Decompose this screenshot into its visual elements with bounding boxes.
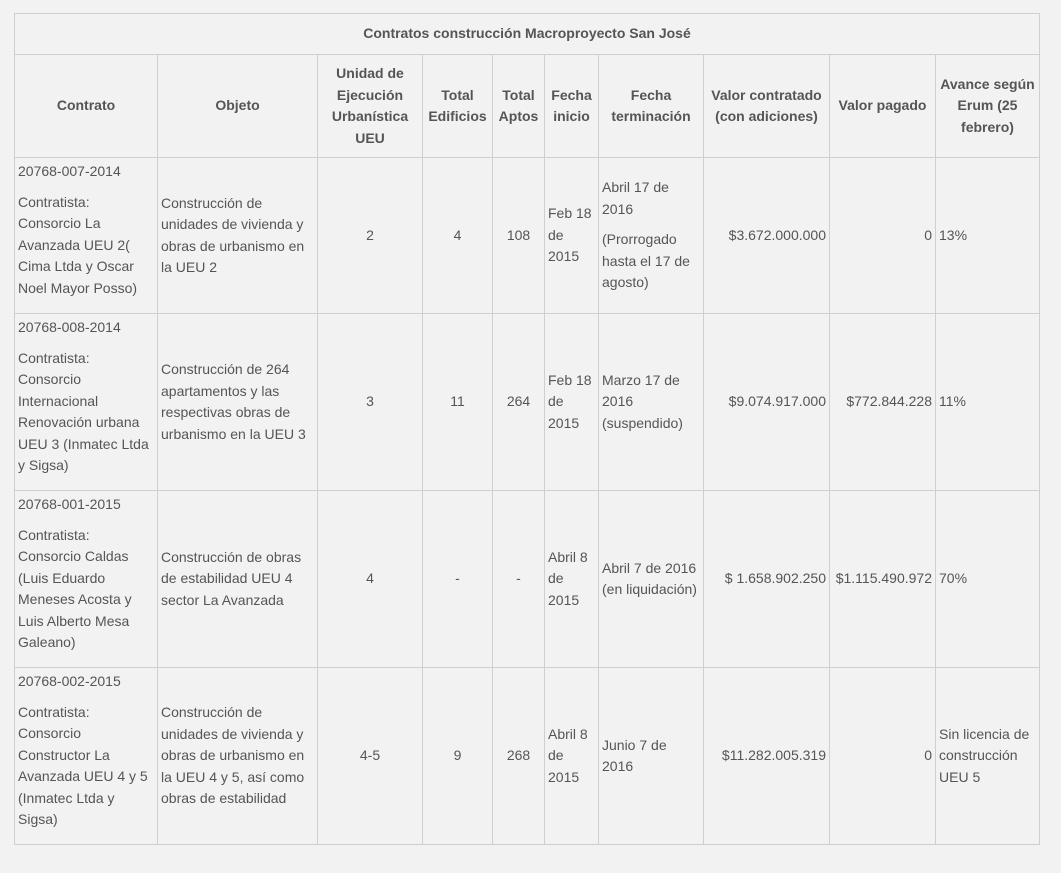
value-paid-cell: $1.115.490.972 <box>830 491 936 668</box>
value-paid-cell: $772.844.228 <box>830 314 936 491</box>
contract-id: 20768-007-2014 <box>18 163 121 179</box>
value-contracted-cell: $3.672.000.000 <box>704 158 830 314</box>
table-row <box>15 314 1040 491</box>
start-date-cell: Feb 18 de 2015 <box>545 314 599 491</box>
start-date-cell: Abril 8 de 2015 <box>545 491 599 668</box>
ueu-cell: 2 <box>318 158 423 314</box>
progress-cell: 11% <box>936 314 1040 491</box>
contracts-table-container <box>14 13 1039 845</box>
end-date-cell <box>599 158 704 314</box>
contract-id: 20768-002-2015 <box>18 673 121 689</box>
contract-id: 20768-001-2015 <box>18 496 121 512</box>
contractor-text: Contratista: Consorcio La Avanzada UEU 2( Cima Ltda y Oscar Noel Mayor Posso) <box>18 193 138 296</box>
header-valor-contratado: Valor contratado (con adiciones) <box>704 55 830 158</box>
table-row <box>15 491 1040 668</box>
apartments-cell: 264 <box>493 314 545 491</box>
value-paid-cell: 0 <box>830 158 936 314</box>
contract-cell <box>15 668 158 845</box>
object-cell: Construcción de obras de estabilidad UEU 4 sector La Avanzada <box>158 491 318 668</box>
start-date-cell: Abril 8 de 2015 <box>545 668 599 845</box>
ueu-cell: 4 <box>318 491 423 668</box>
buildings-cell: 9 <box>423 668 493 845</box>
header-total-aptos: Total Aptos <box>493 55 545 158</box>
object-cell: Construcción de unidades de vivienda y obras de urbanismo en la UEU 4 y 5, así como obras de estabilidad <box>158 668 318 845</box>
apartments-cell: - <box>493 491 545 668</box>
header-fecha-terminacion: Fecha terminación <box>599 55 704 158</box>
header-avance: Avance según Erum (25 febrero) <box>936 55 1040 158</box>
end-date-note: (Prorrogado hasta el 17 de agosto) <box>602 231 690 291</box>
header-total-edificios: Total Edificios <box>423 55 493 158</box>
object-cell: Construcción de unidades de vivienda y obras de urbanismo en la UEU 2 <box>158 158 318 314</box>
contract-cell <box>15 491 158 668</box>
contract-cell <box>15 314 158 491</box>
end-date: Abril 17 de 2016 <box>602 179 669 217</box>
header-objeto: Objeto <box>158 55 318 158</box>
contract-cell <box>15 158 158 314</box>
table-row <box>15 668 1040 845</box>
header-fecha-inicio: Fecha inicio <box>545 55 599 158</box>
buildings-cell: 4 <box>423 158 493 314</box>
header-ueu: Unidad de Ejecución Urbanística UEU <box>318 55 423 158</box>
buildings-cell: - <box>423 491 493 668</box>
header-contrato: Contrato <box>15 55 158 158</box>
end-date-cell: Junio 7 de 2016 <box>599 668 704 845</box>
contractor-text: Contratista: Consorcio Caldas (Luis Eduardo Meneses Acosta y Luis Alberto Mesa Galeano) <box>18 526 132 650</box>
progress-cell: 70% <box>936 491 1040 668</box>
start-date-cell: Feb 18 de 2015 <box>545 158 599 314</box>
end-date-cell: Marzo 17 de 2016 (suspendido) <box>599 314 704 491</box>
table-caption: Contratos construcción Macroproyecto San José <box>15 14 1040 55</box>
progress-cell: Sin licencia de construcción UEU 5 <box>936 668 1040 845</box>
progress-cell: 13% <box>936 158 1040 314</box>
ueu-cell: 4-5 <box>318 668 423 845</box>
header-valor-pagado: Valor pagado <box>830 55 936 158</box>
object-cell: Construcción de 264 apartamentos y las respectivas obras de urbanismo en la UEU 3 <box>158 314 318 491</box>
value-contracted-cell: $ 1.658.902.250 <box>704 491 830 668</box>
buildings-cell: 11 <box>423 314 493 491</box>
apartments-cell: 108 <box>493 158 545 314</box>
value-paid-cell: 0 <box>830 668 936 845</box>
value-contracted-cell: $11.282.005.319 <box>704 668 830 845</box>
ueu-cell: 3 <box>318 314 423 491</box>
apartments-cell: 268 <box>493 668 545 845</box>
end-date-cell: Abril 7 de 2016 (en liquidación) <box>599 491 704 668</box>
table-header-row <box>15 55 1040 158</box>
contract-id: 20768-008-2014 <box>18 319 121 335</box>
contracts-table <box>14 13 1040 845</box>
value-contracted-cell: $9.074.917.000 <box>704 314 830 491</box>
contractor-text: Contratista: Consorcio Internacional Renovación urbana UEU 3 (Inmatec Ltda y Sigsa) <box>18 349 149 473</box>
table-row <box>15 158 1040 314</box>
contractor-text: Contratista: Consorcio Constructor La Avanzada UEU 4 y 5 (Inmatec Ltda y Sigsa) <box>18 703 148 827</box>
